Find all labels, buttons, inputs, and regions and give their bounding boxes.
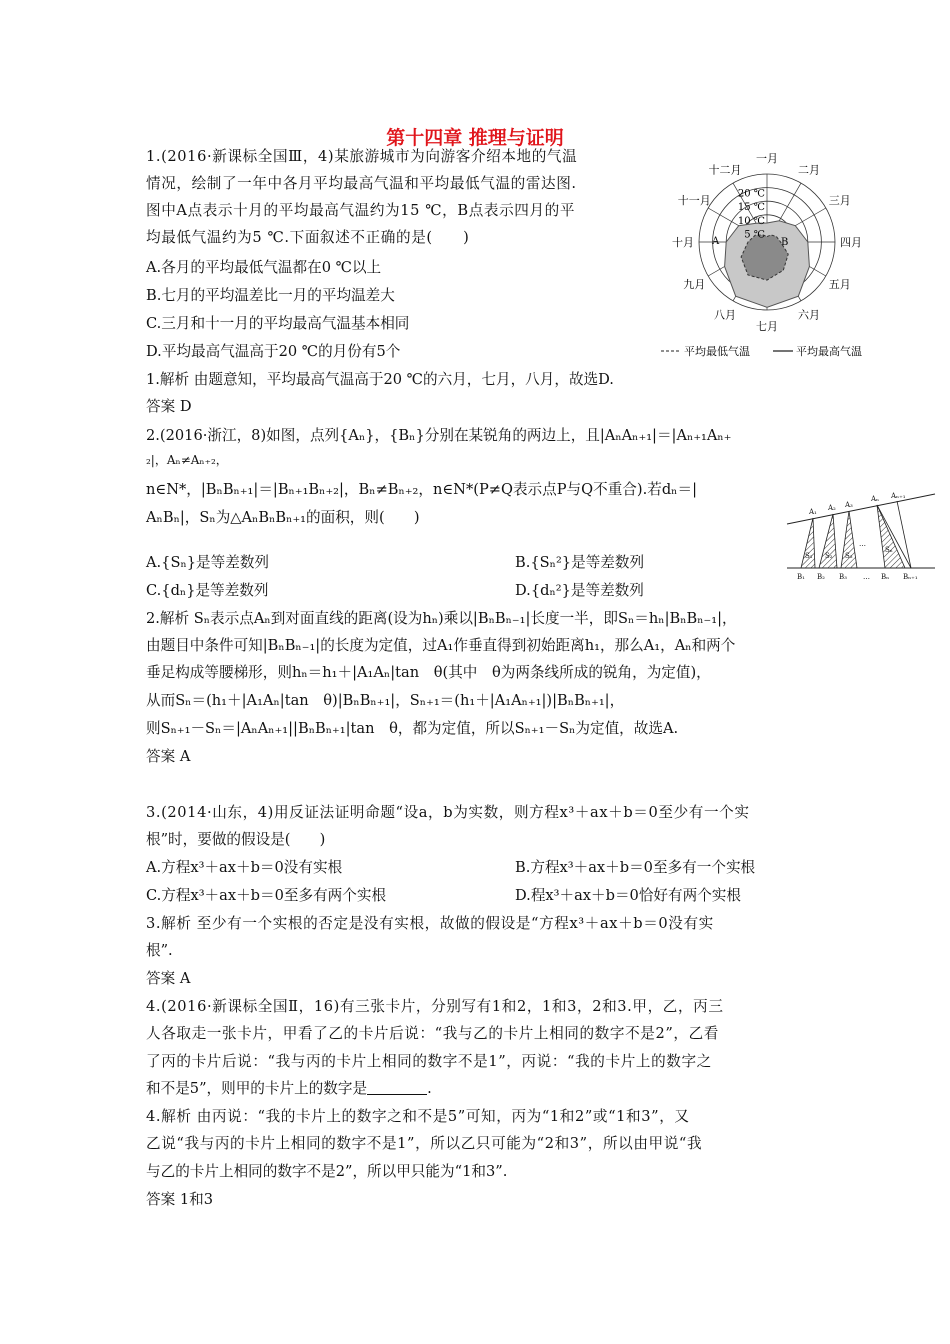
q2-solution: 从而Sₙ＝(h₁＋|A₁Aₙ|tan θ)|BₙBₙ₊₁|，Sₙ₊₁＝(h₁＋|A₁Aₙ₊₁|)|BₙBₙ₊₁|， bbox=[146, 692, 625, 709]
b-dots-label: … bbox=[863, 573, 870, 581]
q1-answer: 答案 D bbox=[146, 398, 192, 415]
q2-solution: 由题目中条件可知|BₙBₙ₋₁|的长度为定值，过A₁作垂直得到初始距离h₁，那么A₁，Aₙ和两个 bbox=[146, 637, 736, 654]
q1-line: 均最低气温约为5 ℃.下面叙述不正确的是( ) bbox=[146, 229, 470, 246]
a3-label: A₃ bbox=[845, 501, 853, 509]
s3-label: S₃ bbox=[845, 552, 853, 560]
s2-label: S₂ bbox=[825, 552, 833, 560]
q1-line: 图中A点表示十月的平均最高气温约为15 ℃，B点表示四月的平 bbox=[146, 202, 576, 219]
q4-solution: 乙说“我与丙的卡片上相同的数字不是1”，所以乙只可能为“2和3”，所以由甲说“我 bbox=[146, 1135, 703, 1152]
legend-low-label: 平均最低气温 bbox=[684, 345, 750, 358]
q4-answer: 答案 1和3 bbox=[146, 1191, 213, 1208]
q2-line: ₂|，Aₙ≠Aₙ₊₂， bbox=[146, 453, 228, 467]
q3-solution: 根”. bbox=[146, 942, 173, 959]
b3-label: B₃ bbox=[839, 573, 847, 581]
month-label: 四月 bbox=[840, 236, 862, 249]
q4-line-text: 和不是5”，则甲的卡片上的数字是 bbox=[146, 1080, 368, 1097]
sn-label: Sₙ bbox=[885, 546, 893, 554]
point-a-label: A bbox=[712, 236, 720, 247]
q4-line-end: . bbox=[427, 1080, 432, 1097]
ring-value-label: 20 ℃ bbox=[737, 188, 765, 200]
q2-solution: 2.解析 Sₙ表示点Aₙ到对面直线的距离(设为hₙ)乘以|BₙBₙ₋₁|长度一半，即Sₙ＝hₙ|BₙBₙ₋₁|， bbox=[146, 610, 737, 627]
ring-value-label: 5 ℃ bbox=[744, 229, 765, 241]
q3-solution: 3.解析 至少有一个实根的否定是没有实根，故做的假设是“方程x³＋ax＋b＝0没有实 bbox=[146, 915, 714, 932]
a2-label: A₂ bbox=[828, 504, 836, 512]
q2-line: n∈N*，|BₙBₙ₊₁|＝|Bₙ₊₁Bₙ₊₂|，Bₙ≠Bₙ₊₂，n∈N*(P≠Q表示点P与Q不重合).若dₙ＝| bbox=[146, 481, 697, 498]
q1-option-d: D.平均最高气温高于20 ℃的月份有5个 bbox=[146, 343, 401, 360]
middle-dots: … bbox=[859, 540, 866, 548]
b1-label: B₁ bbox=[797, 573, 805, 581]
q2-solution: 则Sₙ₊₁－Sₙ＝|AₙAₙ₊₁||BₙBₙ₊₁|tan θ，都为定值，所以Sₙ₊₁－Sₙ为定值，故选A. bbox=[146, 720, 679, 737]
b2-label: B₂ bbox=[817, 573, 825, 581]
month-label: 三月 bbox=[828, 194, 851, 207]
q4-line bbox=[146, 1079, 432, 1099]
triangle-n bbox=[877, 505, 905, 568]
month-label: 五月 bbox=[828, 278, 851, 291]
answer-blank bbox=[367, 1080, 427, 1095]
q3-line: 根”时，要做的假设是( ) bbox=[146, 831, 326, 848]
q3-option-c: C.方程x³＋ax＋b＝0至多有两个实根 bbox=[146, 887, 387, 904]
q1-line: 情况，绘制了一年中各月平均最高气温和平均最低气温的雷达图. bbox=[146, 175, 577, 192]
legend-high-label: 平均最高气温 bbox=[796, 345, 862, 358]
month-label: 十月 bbox=[672, 236, 694, 249]
a1-label: A₁ bbox=[809, 508, 817, 516]
an-label: Aₙ bbox=[871, 495, 880, 503]
q1-line: 1.(2016·新课标全国Ⅲ，4)某旅游城市为向游客介绍本地的气温 bbox=[146, 148, 578, 165]
month-label: 十一月 bbox=[677, 194, 711, 207]
q4-line: 了丙的卡片后说：“我与丙的卡片上相同的数字不是1”，丙说：“我的卡片上的数字之 bbox=[146, 1053, 712, 1070]
chapter-title: 第十四章 推理与证明 bbox=[386, 127, 564, 149]
q4-line: 4.(2016·新课标全国Ⅱ，16)有三张卡片，分别写有1和2，1和3，2和3.甲，乙，丙三 bbox=[146, 998, 724, 1015]
q2-line: 2.(2016·浙江，8)如图，点列{Aₙ}，{Bₙ}分别在某锐角的两边上，且|AₙAₙ₊₁|＝|Aₙ₊₁Aₙ₊ bbox=[146, 427, 732, 444]
q3-answer: 答案 A bbox=[146, 970, 191, 987]
q2-option-b: B.{Sₙ²}是等差数列 bbox=[515, 554, 645, 571]
q1-option-b: B.七月的平均温差比一月的平均温差大 bbox=[146, 287, 395, 304]
point-b-label: B bbox=[781, 237, 789, 248]
month-label: 一月 bbox=[756, 152, 778, 165]
triangle-1 bbox=[801, 518, 815, 568]
ring-value-label: 15 ℃ bbox=[737, 202, 765, 214]
q2-option-a: A.{Sₙ}是等差数列 bbox=[146, 554, 270, 571]
month-label: 六月 bbox=[798, 308, 820, 322]
q1-solution: 1.解析 由题意知，平均最高气温高于20 ℃的六月，七月，八月，故选D. bbox=[146, 371, 614, 388]
q2-answer: 答案 A bbox=[146, 748, 191, 765]
q3-line: 3.(2014·山东，4)用反证法证明命题“设a，b为实数，则方程x³＋ax＋b＝0至少有一个实 bbox=[146, 804, 750, 821]
q4-solution: 与乙的卡片上相同的数字不是2”，所以甲只能为“1和3”. bbox=[146, 1163, 508, 1180]
q2-option-c: C.{dₙ}是等差数列 bbox=[146, 582, 269, 599]
an1-label: Aₙ₊₁ bbox=[891, 492, 906, 500]
radar-chart bbox=[657, 150, 885, 362]
triangle-sequence-figure bbox=[785, 486, 937, 586]
q3-option-b: B.方程x³＋ax＋b＝0至多有一个实根 bbox=[515, 859, 756, 876]
q4-solution: 4.解析 由丙说：“我的卡片上的数字之和不是5”可知，丙为“1和2”或“1和3”，又 bbox=[146, 1108, 690, 1125]
q3-option-d: D.程x³＋ax＋b＝0恰好有两个实根 bbox=[515, 887, 741, 904]
s1-label: S₁ bbox=[805, 552, 813, 560]
month-label: 二月 bbox=[798, 163, 820, 177]
q2-line: AₙBₙ|，Sₙ为△AₙBₙBₙ₊₁的面积，则( ) bbox=[146, 509, 420, 526]
month-label: 九月 bbox=[683, 278, 706, 291]
q1-option-c: C.三月和十一月的平均最高气温基本相同 bbox=[146, 315, 410, 332]
bn-label: Bₙ bbox=[881, 573, 890, 581]
ring-value-label: 10 ℃ bbox=[737, 215, 765, 227]
month-label: 八月 bbox=[714, 308, 736, 322]
bn1-label: Bₙ₊₁ bbox=[903, 573, 918, 581]
month-label: 十二月 bbox=[708, 163, 742, 177]
month-label: 七月 bbox=[756, 320, 778, 333]
q2-option-d: D.{dₙ²}是等差数列 bbox=[515, 582, 644, 599]
q2-solution: 垂足构成等腰梯形，则hₙ＝h₁＋|A₁Aₙ|tan θ(其中 θ为两条线所成的锐角，为定值)， bbox=[146, 664, 711, 681]
q1-option-a: A.各月的平均最低气温都在0 ℃以上 bbox=[146, 259, 382, 276]
q4-line: 人各取走一张卡片，甲看了乙的卡片后说：“我与乙的卡片上相同的数字不是2”，乙看 bbox=[146, 1025, 719, 1042]
q3-option-a: A.方程x³＋ax＋b＝0没有实根 bbox=[146, 859, 343, 876]
